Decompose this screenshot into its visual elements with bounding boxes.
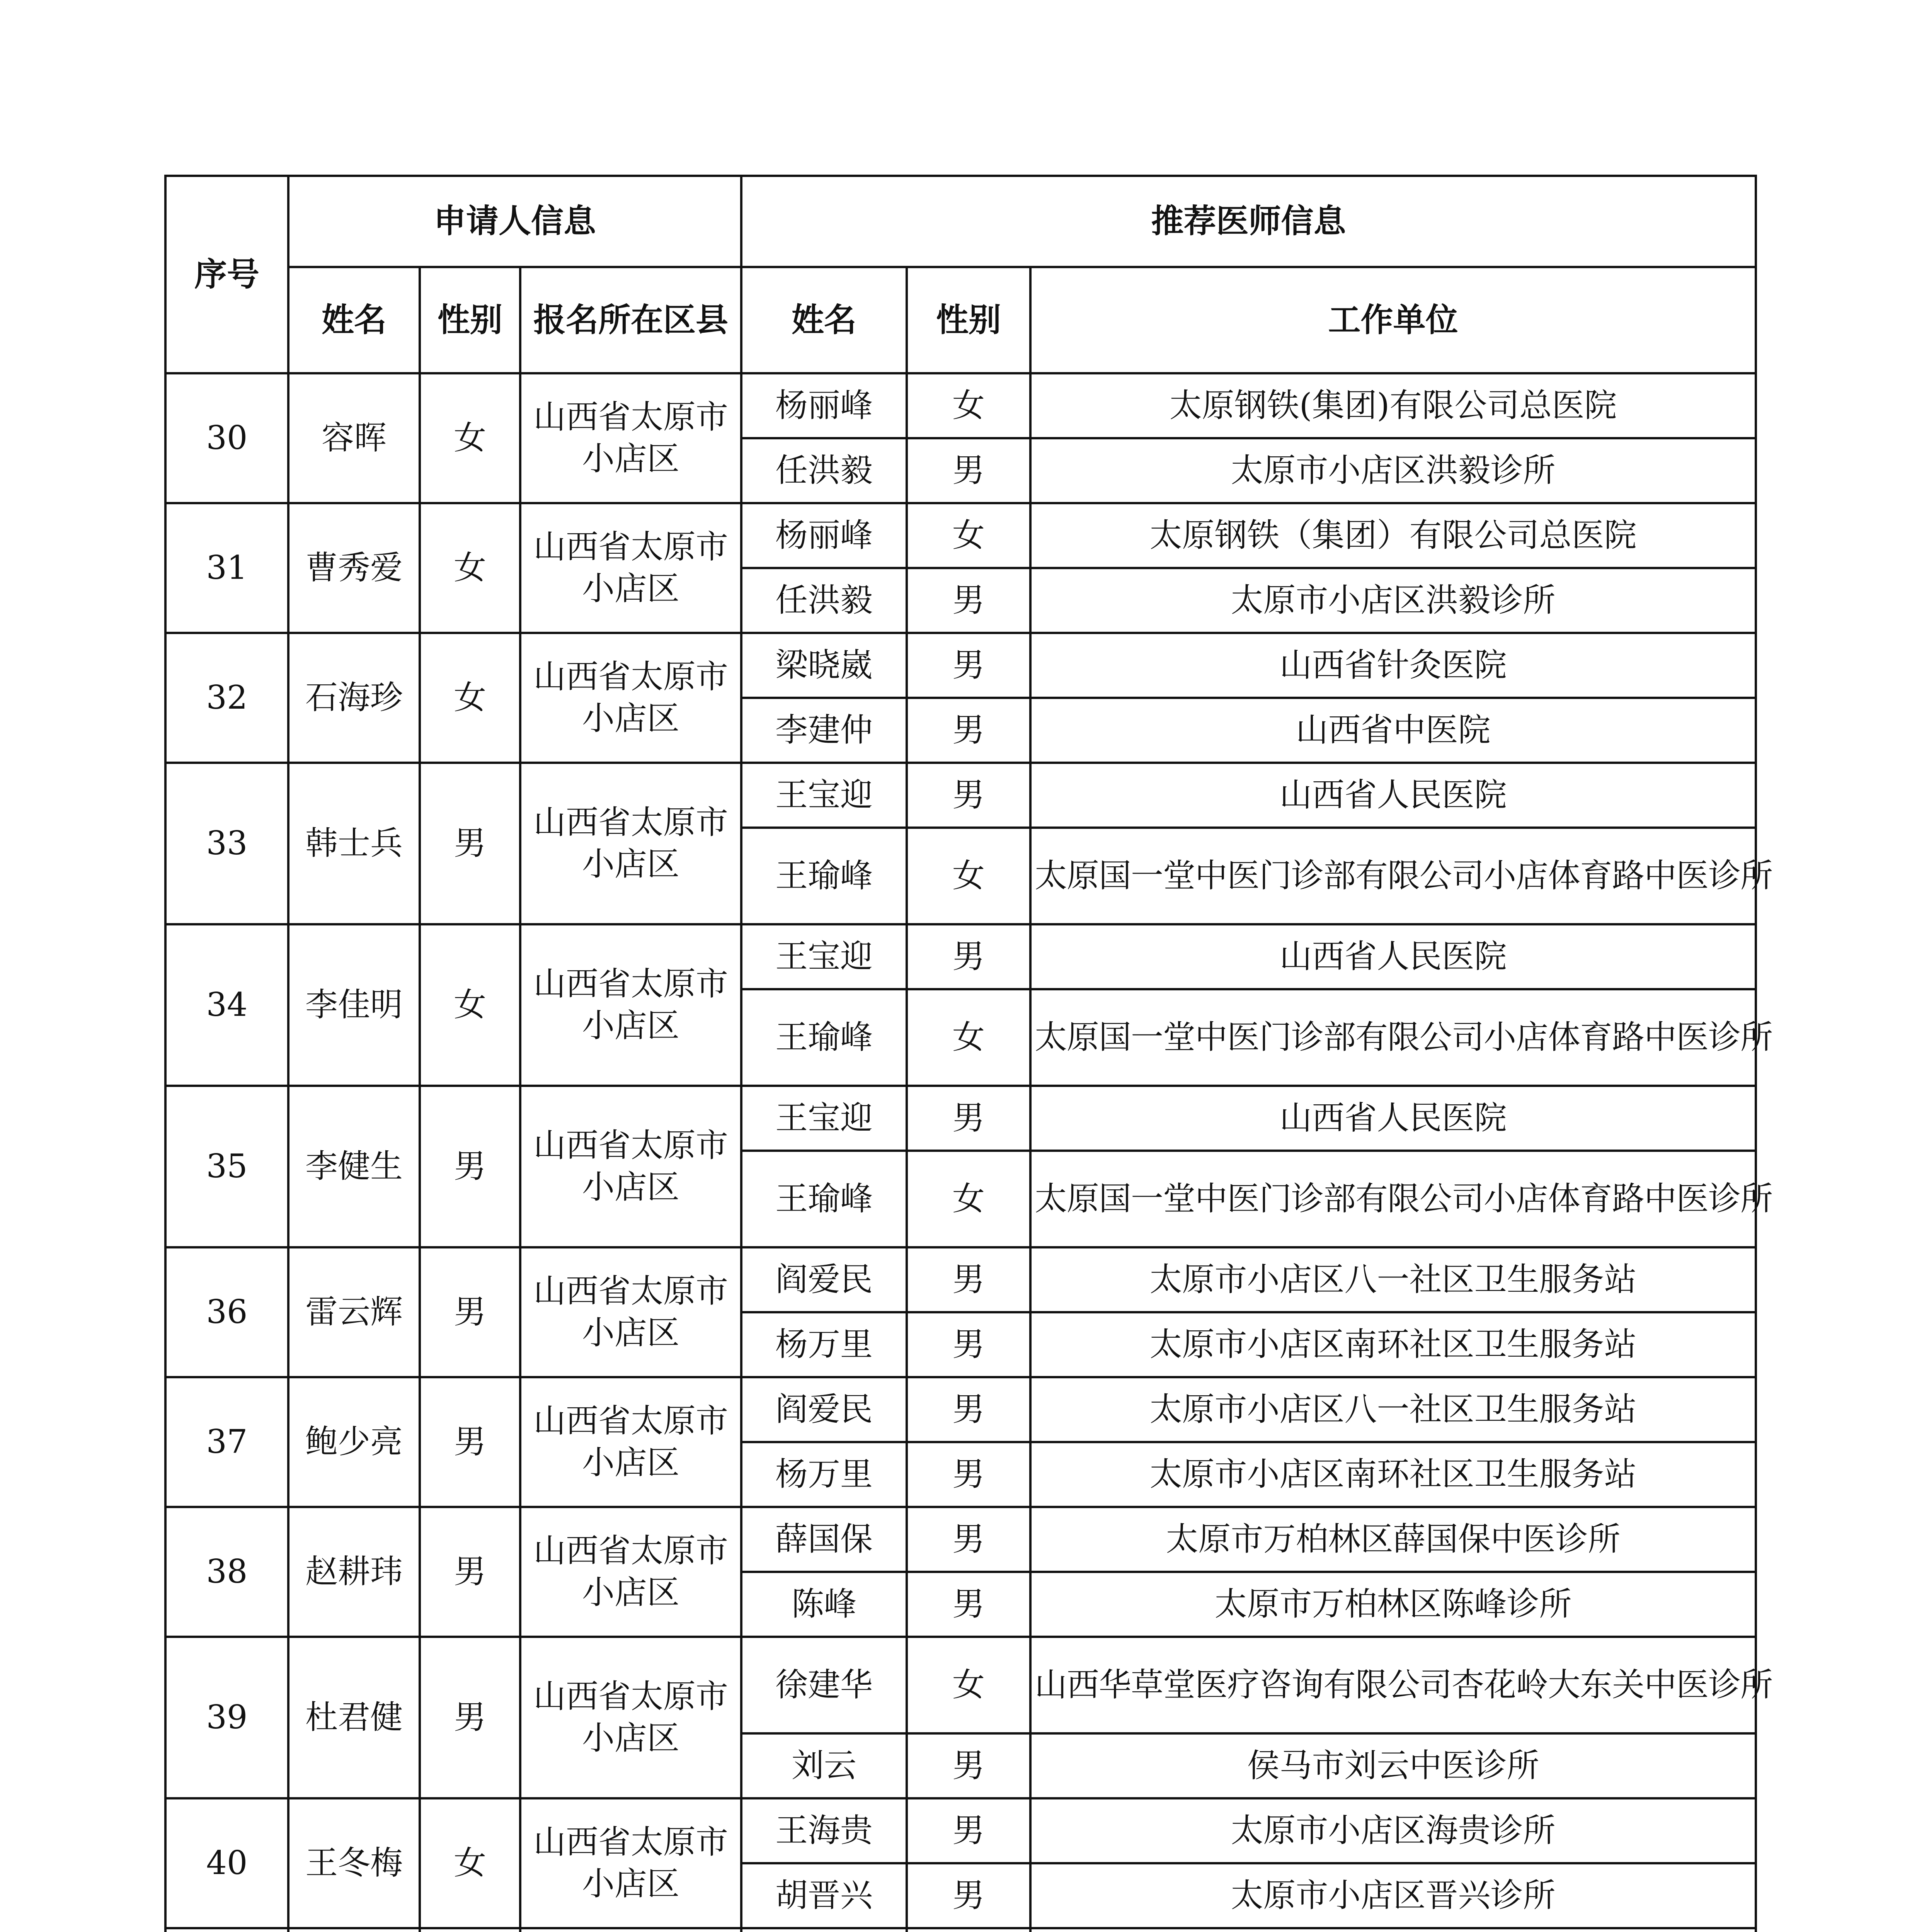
row-seq: 31 — [165, 503, 288, 633]
doctor-gender: 女 — [907, 828, 1030, 924]
doctor-gender: 男 — [907, 698, 1030, 763]
doctor-workplace: 山西省人民医院 — [1030, 924, 1756, 989]
row-seq: 30 — [165, 373, 288, 503]
row-seq: 37 — [165, 1377, 288, 1507]
row-seq: 38 — [165, 1507, 288, 1637]
doctor-gender: 男 — [907, 568, 1030, 633]
doctor-gender: 男 — [907, 1312, 1030, 1377]
doctor-gender: 男 — [907, 1798, 1030, 1863]
applicant-gender: 女 — [420, 924, 520, 1086]
table-row — [165, 1377, 1756, 1442]
doctor-workplace: 太原市小店区南环社区卫生服务站 — [1030, 1312, 1756, 1377]
table-row — [165, 924, 1756, 989]
doctor-name: 王瑜峰 — [741, 1151, 907, 1247]
doctor-name: 王瑜峰 — [741, 989, 907, 1086]
applicant-gender: 男 — [420, 1086, 520, 1247]
row-seq: 32 — [165, 633, 288, 763]
table-row — [165, 1247, 1756, 1312]
doctor-name: 王宝迎 — [741, 924, 907, 989]
doctor-workplace: 太原国一堂中医门诊部有限公司小店体育路中医诊所 — [1030, 828, 1756, 924]
doctor-name: 王瑜峰 — [741, 828, 907, 924]
doctor-name: 王宝迎 — [741, 763, 907, 828]
table-row — [165, 503, 1756, 568]
doctor-gender: 男 — [907, 1733, 1030, 1798]
doctor-gender: 男 — [907, 1442, 1030, 1507]
doctor-workplace: 太原市小店区八一社区卫生服务站 — [1030, 1377, 1756, 1442]
row-seq: 40 — [165, 1798, 288, 1928]
doctor-gender: 男 — [907, 924, 1030, 989]
doctor-workplace: 太原国一堂中医门诊部有限公司小店体育路中医诊所 — [1030, 1151, 1756, 1247]
applicant-name: 石海珍 — [288, 633, 420, 763]
doctor-name: 王宝迎 — [741, 1086, 907, 1151]
table-row — [165, 373, 1756, 438]
doctor-gender: 男 — [907, 633, 1030, 698]
applicant-region: 山西省太原市小店区 — [520, 373, 741, 503]
applicant-name: 杜君健 — [288, 1637, 420, 1798]
row-seq: 34 — [165, 924, 288, 1086]
doctor-name: 阎爱民 — [741, 1377, 907, 1442]
doctor-name: 杨丽峰 — [741, 503, 907, 568]
applicant-region: 山西省太原市小店区 — [520, 1637, 741, 1798]
table-row — [165, 1637, 1756, 1733]
doctor-workplace: 太原钢铁（集团）有限公司总医院 — [1030, 503, 1756, 568]
applicant-region: 山西省太原市小店区 — [520, 1086, 741, 1247]
applicant-name: 曹秀爱 — [288, 503, 420, 633]
applicant-gender: 男 — [420, 1637, 520, 1798]
header-doctor-group: 推荐医师信息 — [741, 176, 1756, 267]
header-region: 报名所在区县 — [520, 267, 741, 373]
applicant-name: 容晖 — [288, 373, 420, 503]
doctor-workplace: 山西省针灸医院 — [1030, 633, 1756, 698]
doctor-name: 杨万里 — [741, 1442, 907, 1507]
row-seq — [165, 1928, 288, 1932]
applicant-gender: 男 — [420, 763, 520, 924]
doctor-gender: 男 — [907, 1086, 1030, 1151]
applicant-region: 山西省太原市小店区 — [520, 763, 741, 924]
doctor-gender: 男 — [907, 763, 1030, 828]
applicant-name: 李健生 — [288, 1086, 420, 1247]
table-row — [165, 1507, 1756, 1572]
doctor-gender: 男 — [907, 1863, 1030, 1928]
applicant-name: 雷云辉 — [288, 1247, 420, 1377]
applicant-gender: 女 — [420, 373, 520, 503]
applicant-region: 山西省太原市小店区 — [520, 1798, 741, 1928]
doctor-workplace: 太原市万柏林区陈峰诊所 — [1030, 1572, 1756, 1637]
applicant-name: 韩士兵 — [288, 763, 420, 924]
doctor-gender: 女 — [907, 503, 1030, 568]
doctor-gender — [907, 1928, 1030, 1932]
doctor-name: 任洪毅 — [741, 438, 907, 503]
applicant-region — [520, 1928, 741, 1932]
header-applicant-group: 申请人信息 — [288, 176, 741, 267]
header-name: 姓名 — [288, 267, 420, 373]
doctor-workplace: 太原市小店区洪毅诊所 — [1030, 438, 1756, 503]
applicant-gender: 男 — [420, 1377, 520, 1507]
doctor-workplace: 山西省人民医院 — [1030, 763, 1756, 828]
doctor-workplace: 太原市小店区八一社区卫生服务站 — [1030, 1247, 1756, 1312]
table-row — [165, 1798, 1756, 1863]
applicant-region: 山西省太原市小店区 — [520, 503, 741, 633]
doctor-workplace: 太原市小店区晋兴诊所 — [1030, 1863, 1756, 1928]
doctor-workplace: 山西省人民医院 — [1030, 1086, 1756, 1151]
doctor-gender: 女 — [907, 989, 1030, 1086]
header-gender: 性别 — [420, 267, 520, 373]
doctor-gender: 男 — [907, 1377, 1030, 1442]
table-row — [165, 1928, 1756, 1932]
applicant-name: 王冬梅 — [288, 1798, 420, 1928]
doctor-gender: 女 — [907, 373, 1030, 438]
row-seq: 36 — [165, 1247, 288, 1377]
doctor-workplace: 太原国一堂中医门诊部有限公司小店体育路中医诊所 — [1030, 989, 1756, 1086]
applicant-table — [164, 175, 1773, 1932]
doctor-name: 杨丽峰 — [741, 373, 907, 438]
applicant-name — [288, 1928, 420, 1932]
applicant-gender: 女 — [420, 503, 520, 633]
doctor-gender: 男 — [907, 1247, 1030, 1312]
doctor-gender: 男 — [907, 1507, 1030, 1572]
applicant-gender: 女 — [420, 1798, 520, 1928]
applicant-gender: 男 — [420, 1507, 520, 1637]
applicant-gender: 女 — [420, 633, 520, 763]
applicant-region: 山西省太原市小店区 — [520, 1507, 741, 1637]
doctor-workplace: 太原市小店区洪毅诊所 — [1030, 568, 1756, 633]
applicant-region: 山西省太原市小店区 — [520, 633, 741, 763]
doctor-gender: 女 — [907, 1637, 1030, 1733]
applicant-region: 山西省太原市小店区 — [520, 1377, 741, 1507]
row-seq: 39 — [165, 1637, 288, 1798]
header-seq: 序号 — [165, 176, 288, 373]
table-row — [165, 1086, 1756, 1151]
applicant-region: 山西省太原市小店区 — [520, 1247, 741, 1377]
doctor-name: 阎爱民 — [741, 1247, 907, 1312]
applicant-name: 鲍少亮 — [288, 1377, 420, 1507]
row-seq: 35 — [165, 1086, 288, 1247]
row-seq: 33 — [165, 763, 288, 924]
applicant-region: 山西省太原市小店区 — [520, 924, 741, 1086]
doctor-workplace: 山西省中医院 — [1030, 698, 1756, 763]
doctor-gender: 男 — [907, 438, 1030, 503]
applicant-gender: 男 — [420, 1247, 520, 1377]
header-doctor-name: 姓名 — [741, 267, 907, 373]
table-row — [165, 763, 1756, 828]
doctor-gender: 男 — [907, 1572, 1030, 1637]
doctor-workplace: 山西华草堂医疗咨询有限公司杏花岭大东关中医诊所 — [1030, 1637, 1756, 1733]
doctor-name: 陈峰 — [741, 1572, 907, 1637]
doctor-name: 徐建华 — [741, 1637, 907, 1733]
applicant-gender — [420, 1928, 520, 1932]
doctor-name: 任洪毅 — [741, 568, 907, 633]
doctor-workplace: 太原钢铁(集团)有限公司总医院 — [1030, 373, 1756, 438]
table-row — [165, 633, 1756, 698]
doctor-name — [741, 1928, 907, 1932]
doctor-workplace: 太原市小店区南环社区卫生服务站 — [1030, 1442, 1756, 1507]
header-doctor-gender: 性别 — [907, 267, 1030, 373]
doctor-name: 胡晋兴 — [741, 1863, 907, 1928]
doctor-workplace: 侯马市刘云中医诊所 — [1030, 1733, 1756, 1798]
applicant-name: 赵耕玮 — [288, 1507, 420, 1637]
doctor-name: 杨万里 — [741, 1312, 907, 1377]
doctor-name: 梁晓崴 — [741, 633, 907, 698]
doctor-workplace — [1030, 1928, 1756, 1932]
doctor-workplace: 太原市小店区海贵诊所 — [1030, 1798, 1756, 1863]
doctor-workplace: 太原市万柏林区薛国保中医诊所 — [1030, 1507, 1756, 1572]
table-body — [165, 373, 1773, 1932]
doctor-name: 李建仲 — [741, 698, 907, 763]
applicant-name: 李佳明 — [288, 924, 420, 1086]
doctor-name: 王海贵 — [741, 1798, 907, 1863]
doctor-name: 刘云 — [741, 1733, 907, 1798]
header-workplace: 工作单位 — [1030, 267, 1756, 373]
doctor-name: 薛国保 — [741, 1507, 907, 1572]
doctor-gender: 女 — [907, 1151, 1030, 1247]
